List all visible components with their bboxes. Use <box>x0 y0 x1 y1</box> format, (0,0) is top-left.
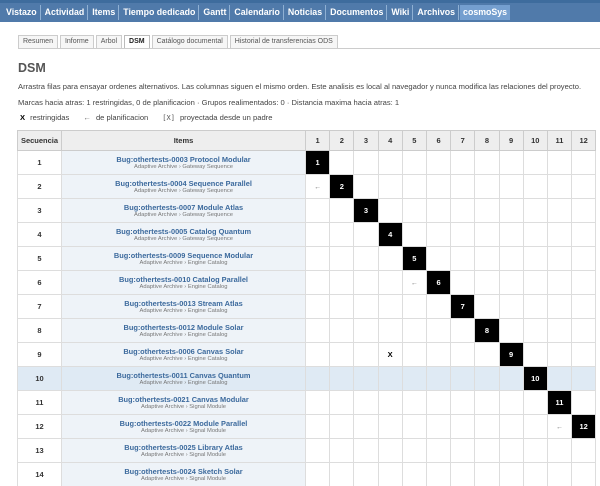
matrix-cell <box>330 343 354 367</box>
matrix-cell <box>378 415 402 439</box>
matrix-cell <box>426 199 450 223</box>
matrix-cell <box>402 199 426 223</box>
matrix-cell <box>523 343 547 367</box>
item-link[interactable]: Bug:othertests-0011 Canvas Quantum <box>116 370 251 380</box>
matrix-cell <box>378 151 402 175</box>
matrix-cell <box>330 247 354 271</box>
item-link[interactable]: Bug:othertests-0013 Stream Atlas <box>124 298 243 308</box>
row-sequence: 3 <box>18 199 62 223</box>
item-path: Adaptive Archive › Signal Module <box>140 451 227 458</box>
matrix-cell <box>306 367 330 391</box>
diagonal-cell: 4 <box>378 223 402 247</box>
matrix-cell <box>475 415 499 439</box>
dsm-stats: Marcas hacia atras: 1 restringidas, 0 de planificacion · Grupos realimentados: 0 · Distancia maxima hacia atras: 1 <box>18 98 400 107</box>
matrix-cell <box>499 271 523 295</box>
diagonal-cell: 6 <box>426 271 450 295</box>
item-link[interactable]: Bug:othertests-0021 Canvas Modular <box>118 394 249 404</box>
menu-item-tiempo-dedicado[interactable]: Tiempo dedicado <box>120 5 199 20</box>
header-column-5: 5 <box>402 131 426 151</box>
matrix-cell <box>547 223 571 247</box>
matrix-cell <box>402 463 426 486</box>
planning-arrow-mark: ← <box>555 424 563 431</box>
matrix-cell <box>523 151 547 175</box>
item-link[interactable]: Bug:othertests-0005 Catalog Quantum <box>115 226 252 236</box>
item-path: Adaptive Archive › Signal Module <box>140 475 227 482</box>
diagonal-cell: 10 <box>523 367 547 391</box>
item-path: Adaptive Archive › Engine Catalog <box>139 379 228 386</box>
row-sequence: 2 <box>18 175 62 199</box>
matrix-cell <box>572 175 596 199</box>
row-item <box>62 271 306 295</box>
dsm-legend <box>20 113 286 122</box>
matrix-cell <box>572 439 596 463</box>
matrix-cell <box>451 247 475 271</box>
matrix-cell <box>475 463 499 486</box>
matrix-cell <box>306 295 330 319</box>
header-column-4: 4 <box>378 131 402 151</box>
header-column-7: 7 <box>451 131 475 151</box>
matrix-cell <box>402 415 426 439</box>
matrix-cell <box>547 439 571 463</box>
row-item <box>62 343 306 367</box>
tabs-divider <box>18 48 600 49</box>
matrix-cell <box>572 295 596 319</box>
matrix-cell <box>523 199 547 223</box>
matrix-cell <box>330 319 354 343</box>
diagonal-cell: 2 <box>330 175 354 199</box>
matrix-cell <box>499 391 523 415</box>
item-link[interactable]: Bug:othertests-0004 Sequence Parallel <box>115 178 252 188</box>
dependency-mark-cell <box>378 343 402 367</box>
matrix-cell <box>402 367 426 391</box>
matrix-cell <box>330 391 354 415</box>
header-column-10: 10 <box>523 131 547 151</box>
matrix-cell <box>499 199 523 223</box>
diagonal-cell: 1 <box>306 151 330 175</box>
row-sequence: 6 <box>18 271 62 295</box>
item-path: Adaptive Archive › Signal Module <box>140 403 227 410</box>
header-items: Items <box>62 131 306 151</box>
matrix-cell <box>451 271 475 295</box>
matrix-cell <box>572 463 596 486</box>
legend-symbol-x: X <box>20 113 26 122</box>
row-item <box>62 367 306 391</box>
matrix-cell <box>306 415 330 439</box>
matrix-cell <box>499 439 523 463</box>
row-sequence: 13 <box>18 439 62 463</box>
matrix-cell <box>378 463 402 486</box>
matrix-cell <box>402 343 426 367</box>
dsm-matrix <box>17 130 596 486</box>
tab-arbol[interactable]: Arbol <box>96 35 122 48</box>
menu-item-documentos[interactable]: Documentos <box>327 5 387 20</box>
matrix-cell <box>330 415 354 439</box>
matrix-cell <box>354 319 378 343</box>
matrix-cell <box>572 343 596 367</box>
matrix-cell <box>451 319 475 343</box>
planning-arrow-mark: ← <box>314 184 322 191</box>
matrix-cell <box>402 391 426 415</box>
matrix-cell <box>378 319 402 343</box>
item-path: Adaptive Archive › Gateway Sequence <box>134 235 233 242</box>
legend-label-x: restringidas <box>30 113 70 122</box>
legend-label-arrow: de planificacion <box>95 113 149 122</box>
matrix-cell <box>426 343 450 367</box>
row-sequence: 1 <box>18 151 62 175</box>
matrix-row[interactable] <box>18 439 596 463</box>
item-path: Adaptive Archive › Gateway Sequence <box>134 163 233 170</box>
row-sequence: 9 <box>18 343 62 367</box>
matrix-cell <box>378 391 402 415</box>
matrix-cell <box>378 175 402 199</box>
header-column-9: 9 <box>499 131 523 151</box>
matrix-cell <box>354 175 378 199</box>
header-column-12: 12 <box>572 131 596 151</box>
matrix-cell <box>499 295 523 319</box>
matrix-row[interactable] <box>18 223 596 247</box>
matrix-cell <box>451 199 475 223</box>
matrix-cell <box>475 343 499 367</box>
item-path: Adaptive Archive › Engine Catalog <box>139 307 228 314</box>
matrix-cell <box>451 343 475 367</box>
matrix-cell <box>499 247 523 271</box>
item-link[interactable]: Bug:othertests-0024 Sketch Solar <box>124 466 243 476</box>
planning-arrow-mark: ← <box>410 280 418 287</box>
matrix-cell <box>330 295 354 319</box>
legend-label-mono: proyectada desde un padre <box>179 113 273 122</box>
diagonal-cell: 7 <box>451 295 475 319</box>
matrix-cell <box>499 175 523 199</box>
matrix-cell <box>572 199 596 223</box>
matrix-cell <box>402 175 426 199</box>
matrix-cell <box>354 439 378 463</box>
menu-item-noticias[interactable]: Noticias <box>285 5 326 20</box>
row-item <box>62 223 306 247</box>
matrix-row[interactable] <box>18 319 596 343</box>
matrix-cell <box>306 199 330 223</box>
matrix-cell <box>451 391 475 415</box>
header-column-1: 1 <box>306 131 330 151</box>
row-sequence: 4 <box>18 223 62 247</box>
item-link[interactable]: Bug:othertests-0007 Module Atlas <box>123 202 244 212</box>
project-tabs <box>18 35 340 48</box>
matrix-cell <box>426 175 450 199</box>
matrix-cell <box>475 223 499 247</box>
matrix-row[interactable] <box>18 199 596 223</box>
row-item <box>62 151 306 175</box>
row-sequence: 10 <box>18 367 62 391</box>
matrix-cell <box>499 367 523 391</box>
row-sequence: 12 <box>18 415 62 439</box>
item-path: Adaptive Archive › Gateway Sequence <box>134 187 233 194</box>
matrix-cell <box>330 151 354 175</box>
matrix-cell <box>378 271 402 295</box>
matrix-cell <box>523 223 547 247</box>
matrix-cell <box>523 271 547 295</box>
row-item <box>62 247 306 271</box>
diagonal-cell: 3 <box>354 199 378 223</box>
matrix-cell <box>572 223 596 247</box>
matrix-cell <box>426 223 450 247</box>
matrix-cell <box>354 271 378 295</box>
matrix-cell <box>475 247 499 271</box>
matrix-cell <box>330 199 354 223</box>
matrix-cell <box>426 439 450 463</box>
matrix-cell <box>523 463 547 486</box>
matrix-cell <box>475 391 499 415</box>
matrix-cell <box>330 223 354 247</box>
menu-item-calendario[interactable]: Calendario <box>231 5 283 20</box>
menu-item-gantt[interactable]: Gantt <box>200 5 230 20</box>
item-path: Adaptive Archive › Engine Catalog <box>139 259 228 266</box>
item-path: Adaptive Archive › Signal Module <box>140 427 227 434</box>
matrix-row[interactable] <box>18 151 596 175</box>
matrix-cell <box>572 319 596 343</box>
row-item <box>62 295 306 319</box>
matrix-cell <box>547 367 571 391</box>
diagonal-cell: 11 <box>547 391 571 415</box>
menu-item-archivos[interactable]: Archivos <box>414 5 459 20</box>
row-sequence: 14 <box>18 463 62 486</box>
item-path: Adaptive Archive › Engine Catalog <box>139 355 228 362</box>
row-sequence: 11 <box>18 391 62 415</box>
matrix-cell <box>523 439 547 463</box>
row-item <box>62 415 306 439</box>
matrix-cell <box>547 295 571 319</box>
header-sequence: Secuencia <box>18 131 62 151</box>
matrix-cell <box>354 223 378 247</box>
matrix-cell <box>306 319 330 343</box>
matrix-cell <box>354 367 378 391</box>
matrix-cell <box>426 367 450 391</box>
row-item <box>62 175 306 199</box>
tab-historial-de-transferencias-ods[interactable]: Historial de transferencias ODS <box>230 35 338 48</box>
dependency-mark-cell <box>402 271 426 295</box>
matrix-cell <box>306 271 330 295</box>
matrix-cell <box>475 199 499 223</box>
matrix-cell <box>354 247 378 271</box>
item-link[interactable]: Bug:othertests-0025 Library Atlas <box>124 442 243 452</box>
matrix-cell <box>426 463 450 486</box>
matrix-cell <box>547 463 571 486</box>
matrix-cell <box>499 319 523 343</box>
matrix-cell <box>354 343 378 367</box>
matrix-cell <box>451 175 475 199</box>
matrix-cell <box>306 223 330 247</box>
header-column-6: 6 <box>426 131 450 151</box>
row-sequence: 7 <box>18 295 62 319</box>
matrix-cell <box>354 391 378 415</box>
matrix-cell <box>354 295 378 319</box>
header-column-3: 3 <box>354 131 378 151</box>
matrix-cell <box>378 199 402 223</box>
legend-symbol-arrow: ← <box>83 113 91 122</box>
matrix-cell <box>547 247 571 271</box>
top-menu-bar <box>0 0 600 22</box>
item-link[interactable]: Bug:othertests-0012 Module Solar <box>123 322 244 332</box>
item-path: Adaptive Archive › Gateway Sequence <box>134 211 233 218</box>
matrix-cell <box>426 391 450 415</box>
matrix-cell <box>499 151 523 175</box>
matrix-cell <box>523 247 547 271</box>
matrix-row[interactable] <box>18 391 596 415</box>
matrix-cell <box>475 175 499 199</box>
matrix-cell <box>572 151 596 175</box>
matrix-cell <box>354 415 378 439</box>
matrix-header-row <box>18 131 596 151</box>
matrix-cell <box>451 367 475 391</box>
item-link[interactable]: Bug:othertests-0010 Catalog Parallel <box>119 274 248 284</box>
matrix-cell <box>499 415 523 439</box>
row-item <box>62 439 306 463</box>
row-item <box>62 391 306 415</box>
matrix-cell <box>306 247 330 271</box>
tab-informe[interactable]: Informe <box>60 35 94 48</box>
matrix-cell <box>523 415 547 439</box>
diagonal-cell: 12 <box>572 415 596 439</box>
item-link[interactable]: Bug:othertests-0022 Module Parallel <box>119 418 248 428</box>
dependency-mark-cell <box>547 415 571 439</box>
matrix-row[interactable] <box>18 271 596 295</box>
dependency-mark-cell <box>306 175 330 199</box>
main-menu <box>0 3 600 22</box>
menu-item-items[interactable]: Items <box>89 5 119 20</box>
item-path: Adaptive Archive › Engine Catalog <box>139 283 228 290</box>
restricted-mark: X <box>387 350 393 359</box>
matrix-row[interactable] <box>18 295 596 319</box>
matrix-cell <box>426 319 450 343</box>
matrix-cell <box>426 295 450 319</box>
matrix-cell <box>451 415 475 439</box>
matrix-cell <box>475 151 499 175</box>
matrix-cell <box>330 439 354 463</box>
matrix-cell <box>426 151 450 175</box>
matrix-cell <box>330 271 354 295</box>
page-title: DSM <box>18 61 46 75</box>
matrix-row[interactable] <box>18 175 596 199</box>
matrix-cell <box>523 319 547 343</box>
legend-symbol-mono: [X] <box>162 113 175 122</box>
matrix-row[interactable] <box>18 343 596 367</box>
matrix-cell <box>378 439 402 463</box>
tab-cat-logo-documental[interactable]: Catálogo documental <box>152 35 228 48</box>
matrix-cell <box>330 367 354 391</box>
menu-item-wiki[interactable]: Wiki <box>388 5 413 20</box>
matrix-cell <box>402 319 426 343</box>
matrix-cell <box>330 463 354 486</box>
matrix-cell <box>547 271 571 295</box>
matrix-row[interactable] <box>18 415 596 439</box>
matrix-cell <box>475 367 499 391</box>
item-link[interactable]: Bug:othertests-0006 Canvas Solar <box>123 346 244 356</box>
matrix-cell <box>499 223 523 247</box>
matrix-cell <box>306 343 330 367</box>
row-sequence: 8 <box>18 319 62 343</box>
matrix-cell <box>378 295 402 319</box>
matrix-cell <box>523 175 547 199</box>
diagonal-cell: 9 <box>499 343 523 367</box>
matrix-cell <box>572 247 596 271</box>
matrix-cell <box>572 391 596 415</box>
matrix-cell <box>306 439 330 463</box>
item-link[interactable]: Bug:othertests-0009 Sequence Modular <box>113 250 254 260</box>
tab-resumen[interactable]: Resumen <box>18 35 58 48</box>
matrix-cell <box>475 295 499 319</box>
matrix-cell <box>572 271 596 295</box>
matrix-cell <box>523 391 547 415</box>
tab-dsm[interactable]: DSM <box>124 35 150 48</box>
menu-item-cosmosys[interactable]: cosmoSys <box>460 5 510 20</box>
matrix-cell <box>378 367 402 391</box>
item-path: Adaptive Archive › Engine Catalog <box>139 331 228 338</box>
matrix-cell <box>402 439 426 463</box>
matrix-cell <box>426 247 450 271</box>
matrix-cell <box>451 439 475 463</box>
matrix-cell <box>402 223 426 247</box>
matrix-cell <box>402 151 426 175</box>
menu-item-actividad[interactable]: Actividad <box>42 5 89 20</box>
menu-item-vistazo[interactable]: Vistazo <box>3 5 41 20</box>
matrix-row[interactable] <box>18 367 596 391</box>
matrix-cell <box>475 271 499 295</box>
matrix-cell <box>426 415 450 439</box>
matrix-cell <box>547 151 571 175</box>
header-column-8: 8 <box>475 131 499 151</box>
matrix-cell <box>547 199 571 223</box>
item-link[interactable]: Bug:othertests-0003 Protocol Modular <box>116 154 251 164</box>
matrix-cell <box>547 175 571 199</box>
matrix-cell <box>547 319 571 343</box>
matrix-row[interactable] <box>18 247 596 271</box>
matrix-cell <box>475 439 499 463</box>
matrix-cell <box>451 151 475 175</box>
matrix-cell <box>402 295 426 319</box>
matrix-cell <box>523 295 547 319</box>
matrix-cell <box>451 223 475 247</box>
matrix-cell <box>572 367 596 391</box>
matrix-cell <box>354 463 378 486</box>
row-item <box>62 463 306 486</box>
matrix-cell <box>499 463 523 486</box>
row-item <box>62 199 306 223</box>
row-item <box>62 319 306 343</box>
matrix-row[interactable] <box>18 463 596 486</box>
header-column-11: 11 <box>547 131 571 151</box>
diagonal-cell: 8 <box>475 319 499 343</box>
row-sequence: 5 <box>18 247 62 271</box>
page-description: Arrastra filas para ensayar ordenes alternativos. Las columnas siguen el mismo orden. Este analisis es local al navegador y nunca modifica las relaciones del proyecto. <box>18 82 582 91</box>
matrix-cell <box>547 343 571 367</box>
matrix-cell <box>306 463 330 486</box>
matrix-cell <box>306 391 330 415</box>
matrix-cell <box>354 151 378 175</box>
matrix-cell <box>451 463 475 486</box>
diagonal-cell: 5 <box>402 247 426 271</box>
header-column-2: 2 <box>330 131 354 151</box>
matrix-cell <box>378 247 402 271</box>
